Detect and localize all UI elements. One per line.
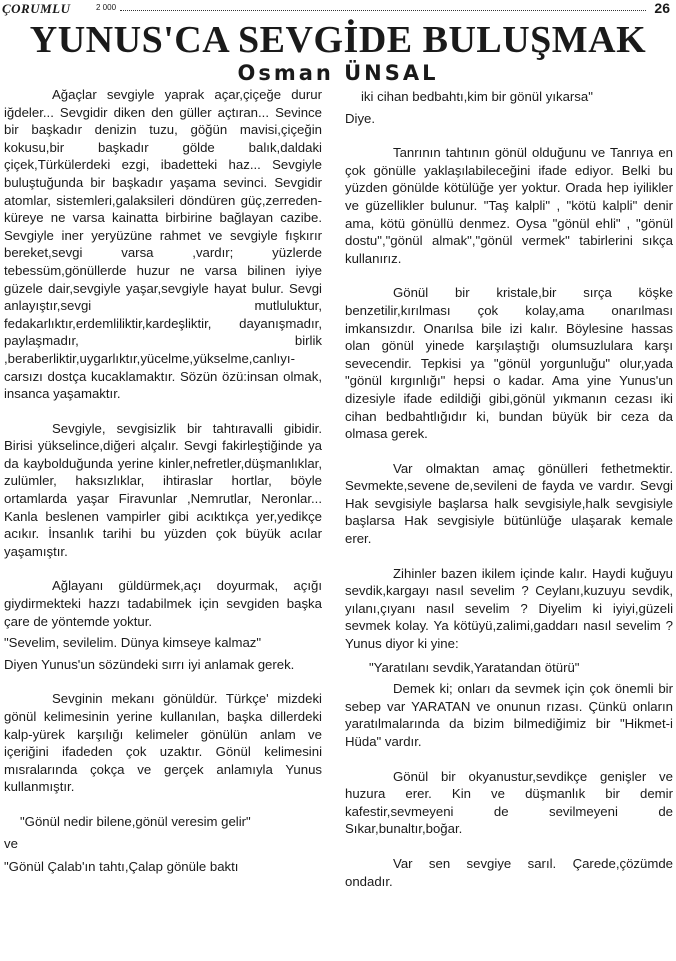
paragraph: Gönül bir kristale,bir sırça köşke benzetilir,kırılması çok kolay,ama onarılması imkansızdır. Onarılsa bile izi kalır. Böylesine hassas olan gönül yinede karşılaştığı olumsuzlulara karşı sevecendir. Tepkisi ya "gönül yorgunluğu" olur,yada "gönül kırgınlığı" hepsi o kadar. Ama yine Yunus'un dizesiyle ifade edildiği gibi,gönül yıkmanın cezası iki cihan bedbahtlığıdır ki, bundan büyük bir ceza da olmasa gerek. <box>345 285 673 442</box>
article-title: YUNUS'CA SEVGİDE BULUŞMAK <box>29 19 647 61</box>
quote: "Gönül nedir bilene,gönül veresim gelir" <box>20 813 251 829</box>
paragraph: Zihinler bazen ikilem içinde kalır. Haydi kuğuyu sevdik,kargayı nasıl sevelim ? Ceylanı,kuzuyu sevdik, yılanı,çıyanı nasıl sevelim ? Diyelim ki iyiyi,güzeli sevmek kolay. Ya kötüyü,zalimi,gaddarı nasıl sevelim ? Yunus diyor ki yine: <box>345 565 673 652</box>
paragraph: Demek ki; onları da sevmek için çok önemli bir sebep var YARATAN ve onunun rızası. Çünkü onların yaratılmalarında da bizim bilmediğimiz bir "Hikmet-i Hüda" vardır. <box>345 681 673 749</box>
page-header <box>2 0 674 14</box>
paragraph: Var olmaktan amaç gönülleri fethetmektir. Sevmekte,sevene de,sevileni de fayda ve vardır. Sevgi Hak sevgisiyle başlarsa halk sevgisiyle,halk sevgisiyle başlarsa Hak sevgisiyle bütünlüğe ulaşarak kemale erer. <box>345 460 673 547</box>
paragraph: Diyen Yunus'un sözündeki sırrı iyi anlamak gerek. <box>4 656 295 672</box>
paragraph: Sevgiyle, sevgisizlik bir tahtıravalli gibidir. Birisi yükselince,diğeri alçalır. Sevgi fakirleştiğinde ya da kaybolduğunda yerine kinler,nefretler,düşmanlıklar, zulümler, haksızlıklar, ihtiraslar hortlar, böyle ortamlarda yaşar Firavunlar ,Nemrutlar, Neronlar... Kanla beslenen vampirler gibi acıktıkça yer,yedikçe acıkır. İnsanlık tarihi bu yüzden çok büyük acılar yaşamıştır. <box>4 420 322 559</box>
paragraph: Gönül bir okyanustur,sevdikçe genişler ve huzura erer. Kin ve düşmanlık bir demir kafestir,sevmeyeni de sevilmeyeni de Sıkar,bunaltır,boğar. <box>345 768 673 837</box>
quote-continuation: iki cihan bedbahtı,kim bir gönül yıkarsa" <box>361 89 593 104</box>
connector-text: ve <box>4 835 18 851</box>
paragraph: Tanrının tahtının gönül olduğunu ve Tanrıya en çok gönülle yaklaşılabileceğini ifade ediyor. Belki bu yüzden gönülde kötülüğe yer yoktur. Orada hep iyilikler ve güzellikler bulunur. "Taş kalpli" , "kötü kalpli" denir ama, kötü gönüllü denmez. Oysa "gönül ehli" , "gönül dostu","gönül almak","gönül vermek" tabirlerini sıkça kullanırız. <box>345 145 673 266</box>
paragraph: Diye. <box>345 110 376 126</box>
paragraph: Var sen sevgiye sarıl. Çarede,çözümde ondadır. <box>345 855 673 889</box>
article-author: Osman ÜNSAL <box>237 61 439 85</box>
publication-year: 2 000 <box>96 3 117 12</box>
page-number: 26 <box>654 0 670 16</box>
quote: "Yaratılanı sevdik,Yaratandan ötürü" <box>369 659 580 675</box>
paragraph: Ağlayanı güldürmek,açı doyurmak, açığı giydirmekteki hazzı tadabilmek için sevgiden başka çare de yöntemde yoktur. <box>4 578 322 629</box>
paragraph: Sevginin mekanı gönüldür. Türkçe' mizdeki gönül kelimesinin yerine kullanılan, başka dillerdeki kalp-yürek karşılığı kelimeler gönülün anlam ve içeriğini ifadeden çok uzaktır. Gönül kelimesini mısralarında çokça ve gerçek anlamıyla Yunus kullanmıştır. <box>4 691 322 795</box>
right-column <box>345 88 673 907</box>
paragraph: Ağaçlar sevgiyle yaprak açar,çiçeğe durur iğdeler... Sevgidir diken den güller açtıran... Sevince bir başkadır denizin tuzu, göğün mavisi,çiçeğin kokusu,bir başkadır gölde balık,daldaki çiçek,Türkülerdeki ezgi, ibadetteki haz... Sevgiyle buluştuğunda bir başkadır yaşama sevinci. Sevgidir atomlar, sistemleri,galaksileri döndüren güç,zerreden-küreye ne varsa kainatta birbirine bağlayan cazibe. Sevgiyle iner yeryüzüne rahmet ve sevgiyle fışkırır bereket,sevgi varsa ,vardır; yüzlerde tebessüm,gönüllerde huzur ne varsa bilinen iyiye güzele dair,sevgiyle yaşar,sevgiyle hayat bulur. Sevgi anlayıştır,sevgi mutluluktur, fedakarlıktır,erdemliliktir,kardeşliktir, dayanışmadır, paylaşmadır, birlik ,beraberliktir,uygarlıktır,yücelme,yükselme,canlıyı-carsızı dostça kucaklamaktır. Sözün özü:insan olmak, insanca yaşamaktır. <box>4 87 322 402</box>
quote: "Sevelim, sevilelim. Dünya kimseye kalmaz" <box>4 635 262 651</box>
header-dotted-rule <box>120 10 646 11</box>
quote: "Gönül Çalab'ın tahtı,Çalap gönüle baktı <box>4 859 239 875</box>
left-column <box>4 86 322 880</box>
publication-name: ÇORUMLU <box>2 1 71 16</box>
